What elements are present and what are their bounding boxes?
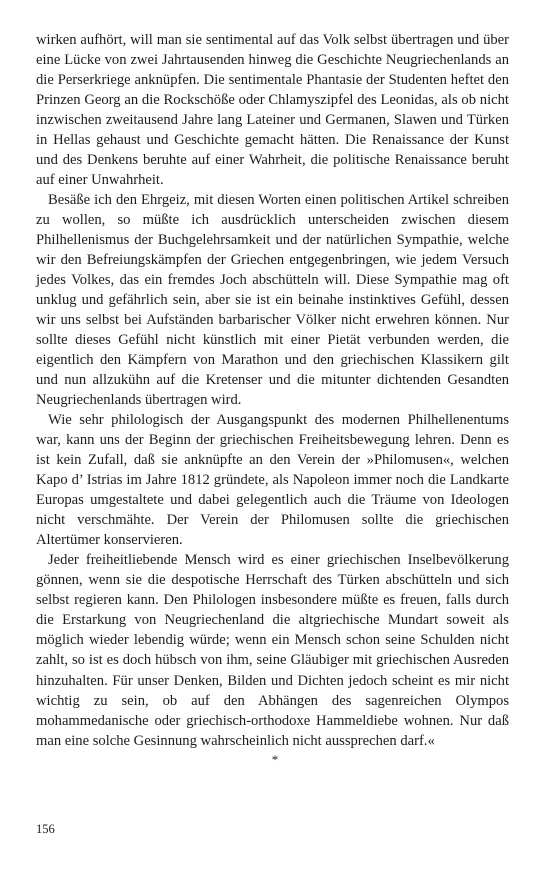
paragraph-continued: wirken aufhört, will man sie sentimental auf das Volk selbst übertragen und über eine Lücke von zwei Jahrtausenden hinweg die Geschichte Neugriechenlands an die Perserkriege anknüpfen. Die sentimentale Phantasie der Studenten heftet den Prinzen Georg an die Rockschöße oder Chlamyszipfel des Leonidas, als ob nicht inzwischen zweitausend Jahre lang Lateiner und Germanen, Slawen und Türken in Hellas gehaust und Geschichte gemacht hätten. Die Renaissance der Kunst und des Denkens beruhte auf einer Wahrheit, die politische Renaissance beruht auf einer Unwahrheit. (36, 32, 509, 189)
paragraph: Wie sehr philologisch der Ausgangspunkt des modernen Philhellenentums war, kann uns der Beginn der griechischen Freiheitsbewegung lehren. Denn es ist kein Zufall, daß sie anknüpfte an den Verein der »Philomusen«, welchen Kapo d’ Istrias im Jahre 1812 gründete, als Napoleon immer noch die Landkarte Europas umgestaltete und dabei gelegentlich auch die Träume von Ideologen nicht verschmähte. Der Verein der Philomusen sollte die griechischen Altertümer konservieren. (36, 412, 509, 549)
page-number: 156 (36, 822, 55, 836)
paragraph: Besäße ich den Ehrgeiz, mit diesen Worten einen politischen Artikel schreiben zu wollen, so müßte ich ausdrücklich unterscheiden zwischen diesem Philhellenismus der Buchgelehrsamkeit und der natürlichen Sympathie, welche wir den Befreiungskämpfen der Griechen entgegenbringen, wie jedem Versuch jedes Volkes, das ein fremdes Joch abschütteln will. Diese Sympathie mag oft unklug und gefährlich sein, aber sie ist ein beinahe instinktives Gefühl, dessen wir uns selbst bei Aufständen barbarischer Völker nicht erwehren können. Nur sollte dieses Gefühl nicht künstlich mit einer Pietät verbunden werden, die eigentlich den Kämpfern von Marathon und den griechischen Klassikern gilt und nun allzukühn auf die Kretenser und die mitunter dichtenden Gesandten Neugriechenlands übertragen wird. (36, 192, 509, 409)
body-text (36, 30, 509, 751)
section-separator: * (271, 752, 279, 767)
paragraph: Jeder freiheitliebende Mensch wird es einer griechischen Inselbevölkerung gönnen, wenn sie die despotische Herrschaft des Türken abschütteln und sich selbst regieren kann. Den Philologen insbesondere müßte es freuen, falls durch die Erstarkung von Neugriechenland die altgriechische Mundart soweit als möglich wieder lebendig würde; wenn ein Mensch schon seine Schulden nicht zahlt, so ist es doch hübsch von ihm, seine Gläubiger mit griechischen Ausreden hinzuhalten. Für unser Denken, Bilden und Dichten jedoch scheint es mir nicht wichtig zu sein, ob auf den Abhängen des sagenreichen Olympos mohammedanische oder griechisch-orthodoxe Hammeldiebe wohnen. Nur daß man eine solche Gesinnung wahrscheinlich nicht aussprechen darf.« (36, 552, 509, 749)
